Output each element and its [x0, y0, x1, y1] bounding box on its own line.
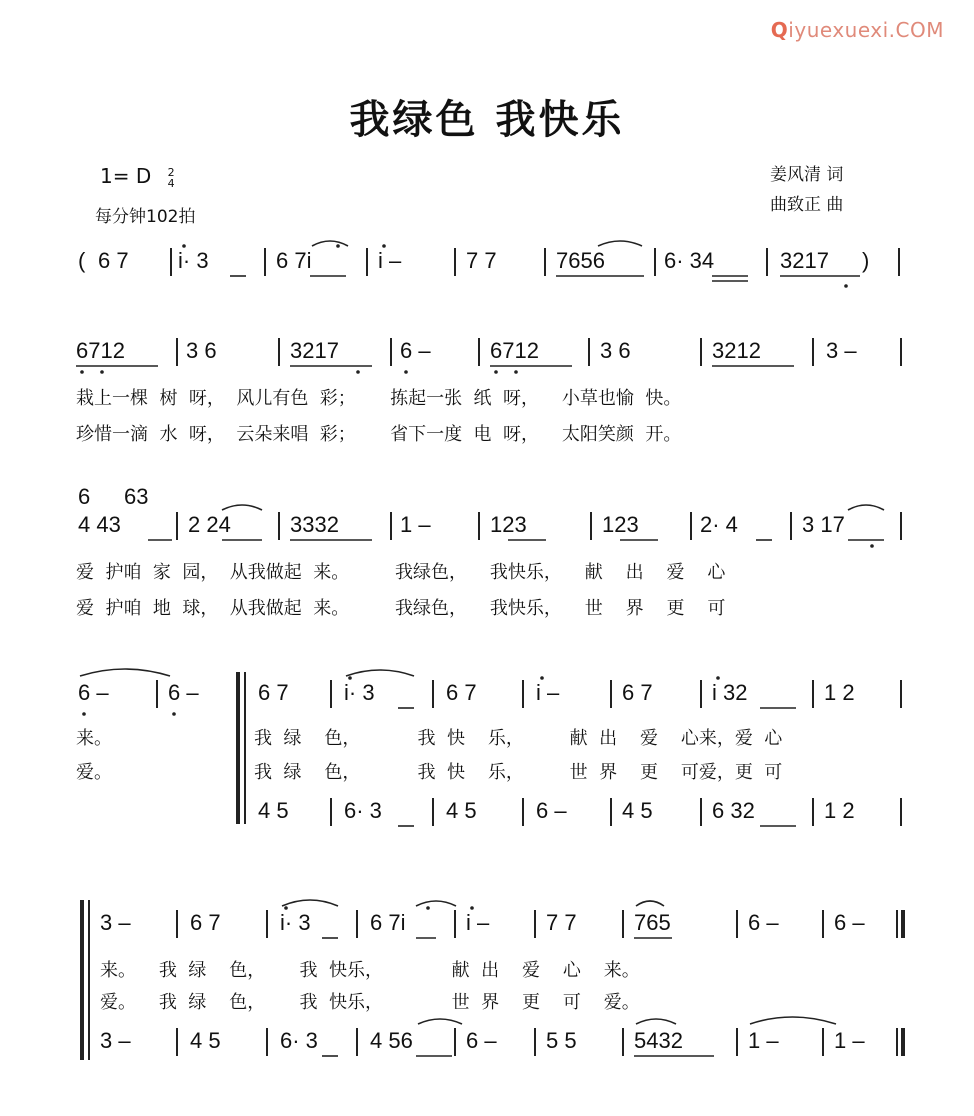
octave-dot — [494, 370, 498, 374]
line3-pre-measure-2: 6 – — [168, 680, 199, 705]
line4-lower-measure-6: 5 5 — [546, 1028, 577, 1053]
key-label: 1= D — [100, 164, 152, 188]
intro-measure-4: i – — [378, 248, 402, 273]
line3-upper-measure-5: 6 7 — [622, 680, 653, 705]
line2-measure-1: 4 43 — [78, 512, 121, 537]
octave-dot — [514, 370, 518, 374]
song-title: 我绿色 我快乐 — [349, 97, 625, 143]
line1-measure-7: 3212 — [712, 338, 761, 363]
line2-measure-4: 1 – — [400, 512, 431, 537]
tie-arc — [80, 669, 170, 676]
octave-dot — [356, 370, 360, 374]
line3-lower-measure-4: 6 – — [536, 798, 567, 823]
line4-upper-measure-7: 765 — [634, 910, 671, 935]
octave-dot — [82, 712, 86, 716]
line4-lyrics-verse2: 爱。 我 绿 色， 我 快乐， 世 界 更 可 爱。 — [100, 992, 640, 1013]
line3-lower-measure-5: 4 5 — [622, 798, 653, 823]
line4-lower-measure-5: 6 – — [466, 1028, 497, 1053]
octave-dot — [716, 676, 720, 680]
line1-measure-5: 6712 — [490, 338, 539, 363]
tie-arc — [750, 1017, 836, 1024]
tie-arc — [346, 670, 414, 676]
intro-close-paren: ) — [862, 248, 870, 273]
octave-dot — [404, 370, 408, 374]
line3-upper-measure-3: 6 7 — [446, 680, 477, 705]
tie-arc — [282, 900, 338, 906]
tempo-marking: 每分钟102拍 — [95, 207, 196, 227]
line2-lyrics-verse2: 爱 护咱 地 球， 从我做起 来。 我绿色， 我快乐， 世 界 更 可 — [76, 598, 726, 619]
line4-upper-measure-1: 3 – — [100, 910, 131, 935]
tie-arc — [636, 901, 664, 906]
octave-dot — [426, 906, 430, 910]
line1-measure-3: 3217 — [290, 338, 339, 363]
intro-measure-8: 3217 — [780, 248, 829, 273]
octave-dot — [348, 676, 352, 680]
line3-pre-lyric-verse1: 来。 — [76, 728, 112, 749]
line3-lower-measure-6: 6 32 — [712, 798, 755, 823]
line3-upper-measure-6: i 32 — [712, 680, 748, 705]
octave-dot — [336, 244, 340, 248]
line4-upper-measure-4: 6 7i — [370, 910, 406, 935]
tie-arc — [636, 1019, 676, 1024]
octave-dot — [172, 712, 176, 716]
line4-lower-measure-1: 3 – — [100, 1028, 131, 1053]
line4-lyrics-verse1: 来。 我 绿 色， 我 快乐， 献 出 爱 心 来。 — [100, 960, 640, 981]
line1-lyrics-verse2: 珍惜一滴 水 呀， 云朵来唱 彩； 省下一度 电 呀， 太阳笑颜 开。 — [76, 424, 682, 445]
watermark-text: iyuexuexi.COM — [788, 18, 944, 42]
tie-arc — [598, 241, 642, 246]
line4-upper-measure-5: i – — [466, 910, 490, 935]
intro-measure-6: 7656 — [556, 248, 605, 273]
line4-upper-measure-6: 7 7 — [546, 910, 577, 935]
octave-dot — [284, 906, 288, 910]
intro-measure-3: 6 7i — [276, 248, 312, 273]
composer-credit: 曲致正 曲 — [770, 195, 844, 215]
line2-upper-note-2: 63 — [124, 484, 149, 509]
line4-lower-measure-2: 4 5 — [190, 1028, 221, 1053]
line1-measure-8: 3 – — [826, 338, 857, 363]
line1-measure-2: 3 6 — [186, 338, 217, 363]
line4-lower-measure-7: 5432 — [634, 1028, 683, 1053]
octave-dot — [844, 284, 848, 288]
line1-measure-6: 3 6 — [600, 338, 631, 363]
intro-measure-7: 6· 34 — [664, 248, 715, 273]
tie-arc — [222, 505, 262, 510]
line4-lower-measure-4: 4 56 — [370, 1028, 413, 1053]
line3-pre-measure-1: 6 – — [78, 680, 109, 705]
line3-lower-measure-2: 6· 3 — [344, 798, 382, 823]
line3-upper-measure-7: 1 2 — [824, 680, 855, 705]
line1-lyrics-verse1: 栽上一棵 树 呀， 风儿有色 彩； 拣起一张 纸 呀， 小草也愉 快。 — [76, 388, 682, 409]
octave-dot — [870, 544, 874, 548]
time-signature-bottom: 4 — [167, 176, 175, 190]
line3-upper-measure-2: i· 3 — [344, 680, 375, 705]
octave-dot — [100, 370, 104, 374]
line3-lyrics-verse1: 我 绿 色， 我 快 乐， 献 出 爱 心来，爱 心 — [254, 728, 783, 749]
line4-upper-measure-3: i· 3 — [280, 910, 311, 935]
line2-upper-note-1: 6 — [78, 484, 91, 509]
line4-upper-measure-8: 6 – — [748, 910, 779, 935]
watermark-logo-letter: Q — [770, 18, 789, 42]
intro-measure-2: i· 3 — [178, 248, 209, 273]
lyricist-credit: 姜风清 词 — [770, 165, 844, 185]
line3-lower-measure-1: 4 5 — [258, 798, 289, 823]
octave-dot — [470, 906, 474, 910]
line3-lower-measure-3: 4 5 — [446, 798, 477, 823]
line2-lyrics-verse1: 爱 护咱 家 园， 从我做起 来。 我绿色， 我快乐， 献 出 爱 心 — [76, 562, 726, 583]
line3-lyrics-verse2: 我 绿 色， 我 快 乐， 世 界 更 可爱，更 可 — [254, 762, 783, 783]
line3-upper-measure-4: i – — [536, 680, 560, 705]
tie-arc — [848, 505, 884, 510]
octave-dot — [182, 244, 186, 248]
line4-upper-measure-9: 6 – — [834, 910, 865, 935]
line2-measure-5: 123 — [490, 512, 527, 537]
line4-lower-measure-8: 1 – — [748, 1028, 779, 1053]
line2-measure-7: 2· 4 — [700, 512, 738, 537]
intro-measure-1: 6 7 — [98, 248, 129, 273]
time-signature-top: 2 — [167, 165, 175, 179]
line3-upper-measure-1: 6 7 — [258, 680, 289, 705]
intro-measure-5: 7 7 — [466, 248, 497, 273]
octave-dot — [382, 244, 386, 248]
line4-lower-measure-9: 1 – — [834, 1028, 865, 1053]
tie-arc — [418, 1019, 462, 1024]
line2-measure-8: 3 17 — [802, 512, 845, 537]
line2-measure-2: 2 24 — [188, 512, 231, 537]
octave-dot — [540, 676, 544, 680]
line2-measure-6: 123 — [602, 512, 639, 537]
line4-upper-measure-2: 6 7 — [190, 910, 221, 935]
line3-pre-lyric-verse2: 爱。 — [76, 762, 112, 783]
tie-arc — [312, 241, 348, 246]
octave-dot — [80, 370, 84, 374]
line2-measure-3: 3332 — [290, 512, 339, 537]
tie-arc — [416, 901, 456, 906]
intro-open-paren: ( — [78, 248, 86, 273]
line4-lower-measure-3: 6· 3 — [280, 1028, 318, 1053]
line1-measure-1: 6712 — [76, 338, 125, 363]
line3-lower-measure-7: 1 2 — [824, 798, 855, 823]
line1-measure-4: 6 – — [400, 338, 431, 363]
